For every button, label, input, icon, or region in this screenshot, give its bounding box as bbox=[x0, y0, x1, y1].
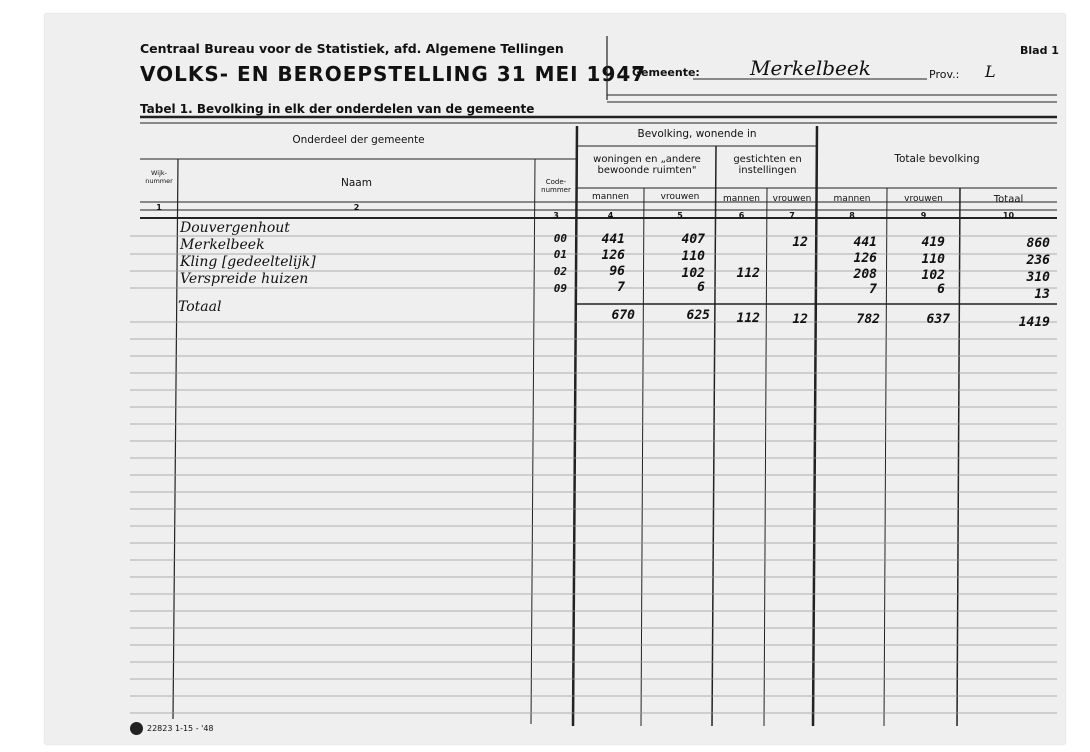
row-3-m4: 7 bbox=[617, 280, 625, 295]
col-num-7: 7 bbox=[789, 211, 795, 220]
row-3-code: 09 bbox=[553, 282, 567, 295]
form-title: VOLKS- EN BEROEPSTELLING 31 MEI 1947 bbox=[140, 62, 647, 86]
total-m8: 782 bbox=[856, 312, 880, 327]
header-mannen-4: mannen bbox=[592, 192, 629, 202]
row-3-naam: Verspreide huizen bbox=[180, 271, 309, 287]
prov-label: Prov.: bbox=[929, 68, 960, 81]
header-gestichten: gestichten en instellingen bbox=[733, 154, 802, 176]
row-0-v9: 419 bbox=[921, 235, 945, 250]
row-2-m6: 112 bbox=[736, 266, 760, 281]
row-2-code: 02 bbox=[553, 265, 567, 278]
col-num-8: 8 bbox=[849, 211, 855, 220]
row-1-code: 01 bbox=[553, 248, 567, 261]
header-vrouwen-9: vrouwen bbox=[904, 194, 943, 204]
header-totaal-10: Totaal bbox=[993, 194, 1024, 205]
row-2-t10: 310 bbox=[1026, 270, 1050, 285]
row-2-naam: Kling [gedeeltelijk] bbox=[180, 254, 316, 270]
col-num-1: 1 bbox=[156, 203, 162, 212]
header-onderdeel: Onderdeel der gemeente bbox=[292, 134, 425, 146]
row-2-m8: 208 bbox=[853, 267, 877, 282]
row-0-m8: 441 bbox=[853, 235, 877, 250]
col-num-6: 6 bbox=[738, 211, 745, 220]
row-0-v5: 407 bbox=[681, 232, 705, 247]
header-wijk: Wijk-nummer bbox=[145, 169, 173, 185]
row-0-v7: 12 bbox=[792, 235, 808, 250]
total-m6: 112 bbox=[736, 311, 760, 326]
census-sheet bbox=[45, 14, 1065, 744]
col-num-2: 2 bbox=[353, 203, 360, 212]
header-mannen-6: mannen bbox=[723, 194, 760, 204]
sheet-number: Blad 1 bbox=[1020, 44, 1059, 57]
row-1-m4: 126 bbox=[601, 248, 625, 263]
total-t10: 1419 bbox=[1018, 315, 1050, 330]
gemeente-value: Merkelbeek bbox=[750, 56, 871, 80]
total-v7: 12 bbox=[792, 312, 808, 327]
header-woningen: woningen en „andere bewoonde ruimten" bbox=[593, 154, 701, 176]
header-code: Code-nummer bbox=[541, 178, 571, 194]
row-3-m8: 7 bbox=[869, 282, 877, 297]
col-num-4: 4 bbox=[607, 211, 614, 220]
col-num-5: 5 bbox=[677, 211, 683, 220]
row-3-v9: 6 bbox=[937, 282, 945, 297]
header-vrouwen-7: vrouwen bbox=[772, 194, 812, 204]
total-m4: 670 bbox=[611, 308, 635, 323]
table-title: Tabel 1. Bevolking in elk der onderdelen van de gemeente bbox=[140, 102, 535, 116]
table-grid bbox=[45, 14, 1065, 744]
col-num-3: 3 bbox=[553, 211, 559, 220]
row-2-m4: 96 bbox=[609, 264, 625, 279]
total-v9: 637 bbox=[926, 312, 950, 327]
bureau-name: Centraal Bureau voor de Statistiek, afd. Algemene Tellingen bbox=[140, 41, 564, 56]
header-mannen-8: mannen bbox=[833, 194, 871, 204]
form-code: 22823 1-15 - '48 bbox=[147, 724, 214, 733]
printer-logo-icon bbox=[130, 722, 143, 735]
prov-value: L bbox=[985, 62, 996, 81]
row-1-t10: 236 bbox=[1026, 253, 1050, 268]
gemeente-label: Gemeente: bbox=[632, 66, 700, 79]
header-naam: Naam bbox=[341, 177, 372, 189]
col-num-9: 9 bbox=[920, 211, 927, 220]
row-1-m8: 126 bbox=[853, 251, 877, 266]
row-2-v9: 102 bbox=[921, 268, 945, 283]
row-1-v9: 110 bbox=[921, 252, 945, 267]
total-v5: 625 bbox=[686, 308, 710, 323]
row-0-t10: 860 bbox=[1026, 236, 1050, 251]
row-3-v5: 6 bbox=[697, 280, 705, 295]
header-totale: Totale bevolking bbox=[894, 153, 980, 165]
row-0-naam: Douvergenhout bbox=[180, 220, 290, 236]
row-0-m4: 441 bbox=[601, 232, 625, 247]
header-bevolking: Bevolking, wonende in bbox=[637, 128, 757, 140]
col-num-10: 10 bbox=[1002, 211, 1015, 220]
header-vrouwen-5: vrouwen bbox=[660, 192, 700, 202]
row-3-t10: 13 bbox=[1034, 287, 1050, 302]
total-naam: Totaal bbox=[178, 299, 222, 315]
row-2-v5: 102 bbox=[681, 266, 705, 281]
row-1-naam: Merkelbeek bbox=[180, 237, 265, 253]
row-0-code: 00 bbox=[553, 232, 567, 245]
row-1-v5: 110 bbox=[681, 249, 705, 264]
